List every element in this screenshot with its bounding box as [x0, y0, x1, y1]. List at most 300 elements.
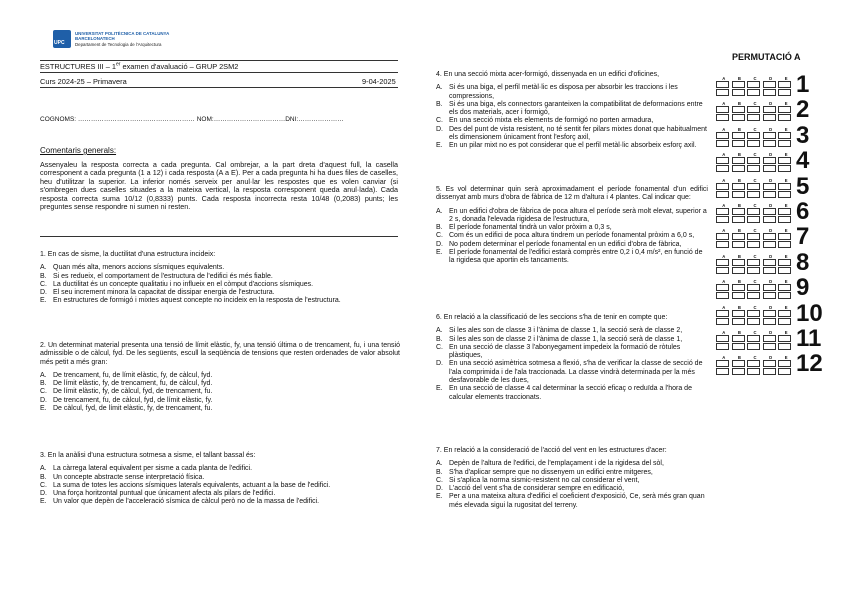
answer-box-A[interactable] [716, 157, 729, 164]
option-letter: B. [436, 224, 443, 232]
answer-box-B[interactable] [732, 233, 745, 240]
answer-letter: B [737, 152, 741, 158]
option [436, 344, 708, 361]
answer-box-A[interactable] [716, 284, 729, 291]
cancel-box-A[interactable] [716, 368, 729, 375]
answer-row-4 [716, 147, 848, 176]
answer-boxes-cancel [716, 216, 794, 223]
answer-boxes-cancel [716, 191, 794, 198]
answer-row-3 [716, 121, 848, 151]
answer-box-C[interactable] [747, 233, 760, 240]
cancel-box-C[interactable] [747, 165, 760, 172]
answer-box-D[interactable] [763, 157, 776, 164]
answer-letter: C [753, 177, 757, 183]
answer-box-D[interactable] [763, 233, 776, 240]
answer-letter: B [737, 330, 741, 335]
exam-date: 9-04-2025 [362, 77, 396, 86]
answer-letter: E [784, 101, 788, 107]
option-text: Si les ales son de classe 2 i l'ànima de classe 1, la secció serà de classe 1, [449, 335, 683, 343]
cancel-box-D[interactable] [763, 241, 776, 248]
answer-box-D[interactable] [763, 183, 776, 190]
option-text: Per a una mateixa altura d'edifici el coeficient d'exposició, Ce, serà més gran quan més elevada sigui la rugositat del terreny. [449, 493, 705, 509]
cancel-box-B[interactable] [732, 191, 745, 198]
answer-boxes-cancel [716, 368, 794, 375]
option [436, 460, 708, 468]
option-text: La suma de totes les accions sísmiques laterals equivalents, actuant a la base de l'edifici. [53, 481, 331, 489]
answer-box-A[interactable] [716, 132, 729, 139]
cancel-box-C[interactable] [747, 343, 760, 350]
cancel-box-A[interactable] [716, 191, 729, 198]
cancel-box-C[interactable] [747, 191, 760, 198]
answer-box-B[interactable] [732, 208, 745, 215]
answer-box-D[interactable] [763, 335, 776, 342]
cancel-box-C[interactable] [747, 292, 760, 299]
answer-box-C[interactable] [747, 106, 760, 113]
option-text: El seu increment minora la capacitat de dissipar energia de l'estructura. [53, 289, 275, 297]
cancel-box-E[interactable] [778, 318, 791, 325]
answer-letter: B [737, 76, 741, 81]
cancel-box-B[interactable] [732, 267, 745, 274]
answer-letter: C [753, 304, 757, 310]
option [436, 126, 708, 143]
option-letter: D. [40, 289, 47, 297]
cancel-box-D[interactable] [763, 368, 776, 375]
answer-row-2 [716, 96, 848, 125]
cancel-box-C[interactable] [747, 114, 760, 121]
answer-letter: D [769, 152, 773, 158]
answer-letter: E [784, 304, 788, 310]
option [436, 232, 708, 240]
cancel-box-D[interactable] [763, 165, 776, 172]
answer-box-C[interactable] [747, 183, 760, 190]
answer-box-B[interactable] [732, 259, 745, 266]
cancel-box-E[interactable] [778, 191, 791, 198]
answer-letter: C [753, 330, 757, 335]
question-6 [436, 314, 708, 402]
answer-box-B[interactable] [732, 335, 745, 342]
cancel-box-E[interactable] [778, 114, 791, 121]
answer-box-E[interactable] [778, 157, 791, 164]
answer-letter: B [737, 355, 741, 361]
answer-letter: E [784, 76, 788, 81]
option-text: Un valor que depèn de l'acceleració sísmica de càlcul però no de la massa de l'edifici. [53, 498, 320, 506]
answer-box-C[interactable] [747, 157, 760, 164]
answer-box-A[interactable] [716, 183, 729, 190]
header-bottom-rule [40, 87, 398, 88]
cancel-box-A[interactable] [716, 89, 729, 96]
option [40, 388, 400, 396]
cancel-box-B[interactable] [732, 114, 745, 121]
option [40, 264, 400, 272]
answer-row-10 [716, 299, 848, 329]
cancel-box-B[interactable] [732, 368, 745, 375]
answer-box-D[interactable] [763, 132, 776, 139]
option-text: No podem determinar el període fonamental en un edifici d'obra de fàbrica, [449, 240, 682, 248]
answer-box-B[interactable] [732, 360, 745, 367]
option-text: Quan més alta, menors accions sísmiques equivalents. [53, 264, 225, 272]
answer-letter: A [722, 330, 726, 335]
student-fields[interactable]: COGNOMS: ……………………………………………… NOM:……………………………DNI:………………… [40, 116, 344, 123]
answer-box-E[interactable] [778, 208, 791, 215]
option-letter: E. [436, 249, 443, 257]
option-letter: D. [436, 125, 443, 133]
answer-row-11 [716, 325, 848, 354]
question-3 [40, 452, 400, 507]
answer-number: 6 [796, 198, 810, 225]
answer-boxes-cancel [716, 292, 794, 299]
answer-boxes-main [716, 183, 794, 190]
option [40, 465, 400, 473]
option-letter: B. [436, 100, 443, 108]
question-text: 3. En la anàlisi d'una estructura sotmesa a sisme, el tallant bassal és: [40, 452, 256, 459]
answer-letter: D [769, 330, 773, 335]
cancel-box-C[interactable] [747, 216, 760, 223]
cancel-box-D[interactable] [763, 89, 776, 96]
answer-letter: E [784, 152, 788, 158]
answer-letter: C [753, 152, 757, 158]
option-letter: C. [436, 343, 443, 351]
option-text: En un edifici d'obra de fàbrica de poca altura el període serà molt elevat, superior a 2 s, donada l'elevada rigidesa de l'estructura, [449, 207, 707, 223]
option [436, 224, 708, 232]
answer-letter: D [769, 126, 773, 132]
cancel-box-E[interactable] [778, 165, 791, 172]
answer-box-D[interactable] [763, 310, 776, 317]
cancel-box-A[interactable] [716, 140, 729, 147]
option-text: Si les ales son de classe 3 i l'ànima de classe 1, la secció serà de classe 2, [449, 327, 683, 335]
option-text: Si és una biga, el perfil metàl·lic es disposa per absorbir les traccions i les compressions, [449, 84, 678, 100]
answer-box-A[interactable] [716, 360, 729, 367]
cancel-box-A[interactable] [716, 114, 729, 121]
comments-rule [40, 236, 398, 237]
answer-boxes-main [716, 233, 794, 240]
option-letter: A. [40, 465, 47, 473]
option-letter: C. [40, 388, 47, 396]
answer-letter: B [737, 203, 741, 208]
option-text: De trencament, fu, de càlcul, fyd, de límit elàstic, fy. [53, 396, 213, 404]
cancel-box-E[interactable] [778, 343, 791, 350]
cancel-box-A[interactable] [716, 343, 729, 350]
answer-box-E[interactable] [778, 259, 791, 266]
answer-letter: B [737, 126, 741, 132]
option [436, 249, 708, 266]
option-letter: A. [40, 264, 47, 272]
cancel-box-E[interactable] [778, 292, 791, 299]
exam-title [40, 62, 238, 71]
option [436, 327, 708, 335]
answer-letter: A [722, 279, 726, 285]
cancel-box-B[interactable] [732, 140, 745, 147]
answer-letter: B [737, 228, 741, 234]
answer-boxes-main [716, 335, 794, 342]
answer-letter: A [722, 177, 726, 183]
answer-box-A[interactable] [716, 233, 729, 240]
answer-box-C[interactable] [747, 81, 760, 88]
answer-box-A[interactable] [716, 208, 729, 215]
answer-letter: C [753, 76, 757, 81]
question-text: 7. En relació a la consideració de l'acció del vent en les estructures d'acer: [436, 447, 667, 454]
answer-boxes-cancel [716, 140, 794, 147]
cancel-box-A[interactable] [716, 292, 729, 299]
answer-letter: C [753, 203, 757, 208]
option-letter: A. [40, 371, 47, 379]
cancel-box-B[interactable] [732, 318, 745, 325]
option [436, 385, 708, 402]
cancel-box-D[interactable] [763, 318, 776, 325]
option [40, 474, 400, 482]
option [436, 469, 708, 477]
option-letter: E. [40, 498, 47, 506]
answer-letter: A [722, 355, 726, 361]
answer-box-D[interactable] [763, 81, 776, 88]
answer-row-6 [716, 198, 848, 227]
answer-letter: E [784, 177, 788, 183]
answer-box-C[interactable] [747, 360, 760, 367]
cancel-box-C[interactable] [747, 89, 760, 96]
option-text: Si és una biga, els connectors garanteixen la compatibilitat de deformacions entre els dos materials, acer i formigó, [449, 100, 703, 117]
answer-letter: E [784, 355, 788, 361]
cancel-box-C[interactable] [747, 368, 760, 375]
answer-number: 3 [796, 121, 810, 149]
answer-box-A[interactable] [716, 335, 729, 342]
answer-box-A[interactable] [716, 106, 729, 113]
option-text: En una secció asimètrica sotmesa a flexió, s'ha de verificar la classe de secció de l'ala comprimida i de l'ala traccionada. La classe vindrà determinada per la més desfavorable de les dues, [449, 360, 703, 385]
answer-number: 10 [796, 299, 823, 327]
logo-mark: UPC [54, 40, 65, 46]
answer-box-B[interactable] [732, 157, 745, 164]
answer-boxes-cancel [716, 267, 794, 274]
answer-letter: A [722, 304, 726, 310]
cancel-box-C[interactable] [747, 318, 760, 325]
option [40, 281, 400, 289]
answer-row-9 [716, 274, 848, 303]
answer-box-C[interactable] [747, 259, 760, 266]
cancel-box-E[interactable] [778, 368, 791, 375]
option-letter: B. [436, 335, 443, 343]
cancel-box-E[interactable] [778, 241, 791, 248]
option [40, 380, 400, 388]
option-letter: C. [436, 232, 443, 240]
option-letter: C. [40, 280, 47, 288]
question-5 [436, 186, 708, 266]
cancel-box-E[interactable] [778, 140, 791, 147]
answer-number: 9 [796, 274, 810, 302]
option [436, 336, 708, 344]
answer-box-B[interactable] [732, 183, 745, 190]
answer-box-A[interactable] [716, 81, 729, 88]
answer-box-E[interactable] [778, 106, 791, 113]
answer-box-B[interactable] [732, 106, 745, 113]
option [40, 372, 400, 380]
option-text: De límit elàstic, fy, de càlcul, fyd, de trencament, fu. [53, 388, 213, 396]
question-text: 1. En cas de sisme, la ductilitat d'una estructura incideix: [40, 251, 216, 258]
answer-box-E[interactable] [778, 183, 791, 190]
comments-body: Assenyaleu la resposta correcta a cada pregunta. Cal ombrejar, a la part dreta d'aquest full, la casella corresponent a cada pregunta (1 a 12) i cada resposta (A a E). Per a cada pregunta hi ha dues files de caselles, heu d'utilitzar la superior. La inferior només serveix per anul·lar les respostes que es volen canviar (si s'ombregen dues caselles situades a la mateixa vertical, la resposta corresponent queda anul·lada). Cada resposta correcta suma 10/12 (0,8333) punts. Cada resposta incorrecta resta 10/48 (0,2083) punts; les preguntes sense respondre ni sumen ni resten. [40, 160, 398, 212]
answer-box-B[interactable] [732, 310, 745, 317]
answer-letter: D [769, 76, 773, 81]
cancel-box-D[interactable] [763, 267, 776, 274]
cancel-box-B[interactable] [732, 89, 745, 96]
answer-box-C[interactable] [747, 132, 760, 139]
option-text: Un concepte abstracte sense interpretació física. [53, 473, 205, 481]
answer-box-B[interactable] [732, 132, 745, 139]
cancel-box-C[interactable] [747, 267, 760, 274]
answer-letter: A [722, 228, 726, 234]
answer-row-7 [716, 223, 848, 252]
answer-letter: C [753, 253, 757, 259]
option [436, 208, 708, 225]
option-letter: D. [40, 396, 47, 404]
answer-boxes-main [716, 81, 794, 88]
exam-title-b: examen d'avaluació – GRUP 2SM2 [120, 62, 239, 71]
cancel-box-C[interactable] [747, 241, 760, 248]
option-letter: E. [436, 385, 443, 393]
cancel-box-A[interactable] [716, 318, 729, 325]
cancel-box-C[interactable] [747, 140, 760, 147]
answer-letter: A [722, 126, 726, 132]
answer-row-1 [716, 71, 848, 100]
exam-title-a: ESTRUCTURES III – 1 [40, 62, 116, 71]
answer-box-E[interactable] [778, 233, 791, 240]
permutation-label: PERMUTACIÓ A [732, 52, 801, 62]
answer-letter: C [753, 126, 757, 132]
option-text: En una secció de classe 4 cal determinar la secció eficaç o reduïda a l'hora de calcular elements traccionats. [449, 385, 692, 401]
option [436, 117, 708, 125]
header-mid-rule [40, 72, 398, 73]
cancel-box-A[interactable] [716, 216, 729, 223]
option [40, 498, 400, 506]
answer-box-A[interactable] [716, 310, 729, 317]
answer-letter: B [737, 304, 741, 310]
answer-number: 12 [796, 350, 823, 378]
answer-box-C[interactable] [747, 208, 760, 215]
question-2 [40, 342, 400, 413]
answer-number: 4 [796, 147, 810, 175]
answer-box-D[interactable] [763, 208, 776, 215]
cancel-box-A[interactable] [716, 241, 729, 248]
cancel-box-D[interactable] [763, 191, 776, 198]
answer-box-C[interactable] [747, 310, 760, 317]
option-letter: D. [40, 490, 47, 498]
option-text: En estructures de formigó i mixtes aquest concepte no incideix en la resposta de l'estructura. [53, 297, 341, 305]
option-letter: D. [436, 360, 443, 368]
answer-boxes-main [716, 310, 794, 317]
answer-row-5 [716, 172, 848, 202]
option-letter: D. [436, 240, 443, 248]
answer-letter: D [769, 177, 773, 183]
answer-letter: C [753, 355, 757, 361]
logo-text [75, 31, 169, 47]
answer-letter: C [753, 228, 757, 234]
cancel-box-D[interactable] [763, 216, 776, 223]
answer-letter: E [784, 330, 788, 335]
answer-letter: C [753, 279, 757, 285]
answer-box-E[interactable] [778, 81, 791, 88]
question-text: 6. En relació a la classificació de les seccions s'ha de tenir en compte que: [436, 314, 668, 321]
cancel-box-A[interactable] [716, 165, 729, 172]
answer-box-C[interactable] [747, 335, 760, 342]
cancel-box-E[interactable] [778, 216, 791, 223]
option-text: S'ha d'aplicar sempre que no dissenyem un edifici entre mitgeres, [449, 468, 653, 476]
cancel-box-B[interactable] [732, 241, 745, 248]
option-letter: A. [436, 207, 443, 215]
header-top-rule [40, 60, 398, 61]
answer-letter: B [737, 279, 741, 285]
option [40, 397, 400, 405]
question-7 [436, 447, 708, 510]
answer-letter: A [722, 253, 726, 259]
logo-line3: Departament de Tecnologia de l'Arquitectura [75, 41, 162, 47]
option-letter: C. [40, 481, 47, 489]
answer-number: 2 [796, 96, 810, 124]
cancel-box-D[interactable] [763, 140, 776, 147]
answer-box-D[interactable] [763, 284, 776, 291]
option [436, 241, 708, 249]
answer-box-E[interactable] [778, 132, 791, 139]
option [436, 101, 708, 118]
option [436, 485, 708, 493]
answer-box-C[interactable] [747, 284, 760, 291]
option-text: Si es redueix, el comportament de l'estructura de l'edifici és més fiable. [53, 272, 273, 280]
answer-letter: B [737, 177, 741, 183]
course-label: Curs 2024-25 – Primavera [40, 77, 127, 86]
cancel-box-E[interactable] [778, 89, 791, 96]
answer-number: 7 [796, 223, 810, 251]
cancel-box-A[interactable] [716, 267, 729, 274]
answer-box-E[interactable] [778, 335, 791, 342]
cancel-box-B[interactable] [732, 165, 745, 172]
option-text: La càrrega lateral equivalent per sisme a cada planta de l'edifici. [53, 465, 253, 473]
option-text: Com és un edifici de poca altura tindrem un període fonamental pròxim a 6,0 s, [449, 232, 695, 240]
answer-box-D[interactable] [763, 360, 776, 367]
answer-letter: D [769, 253, 773, 259]
option-text: El període fonamental tindrà un valor pròxim a 0,3 s, [449, 224, 612, 232]
cancel-box-D[interactable] [763, 343, 776, 350]
answer-box-A[interactable] [716, 259, 729, 266]
answer-box-B[interactable] [732, 284, 745, 291]
option [40, 490, 400, 498]
cancel-box-E[interactable] [778, 267, 791, 274]
answer-boxes-cancel [716, 114, 794, 121]
answer-box-D[interactable] [763, 106, 776, 113]
comments-heading: Comentaris generals: [40, 146, 117, 155]
answer-boxes-main [716, 360, 794, 367]
option-letter: E. [436, 493, 443, 501]
answer-box-E[interactable] [778, 284, 791, 291]
answer-letter: A [722, 76, 726, 81]
answer-box-E[interactable] [778, 360, 791, 367]
answer-letter: A [722, 101, 726, 107]
question-text: 4. En una secció mixta acer-formigó, dissenyada en un edifici d'oficines, [436, 71, 660, 78]
answer-row-12 [716, 350, 848, 379]
answer-boxes-cancel [716, 165, 794, 172]
cancel-box-D[interactable] [763, 114, 776, 121]
cancel-box-B[interactable] [732, 216, 745, 223]
option-letter: C. [436, 476, 443, 484]
option-letter: A. [436, 84, 443, 92]
answer-letter: C [753, 101, 757, 107]
answer-box-B[interactable] [732, 81, 745, 88]
cancel-box-D[interactable] [763, 292, 776, 299]
option-text: En un pilar mixt no es pot considerar que el perfil metàl·lic absorbeix esforç axil. [449, 142, 697, 150]
question-text: 2. Un determinat material presenta una tensió de límit elàstic, fy, una tensió última o de trencament, fu, i una tensió admissible o de càlcul, fyd. De les següents, escull la seqüència de tensions que resten ordenades de valor absolut més petit a més gran: [40, 342, 400, 366]
cancel-box-B[interactable] [732, 343, 745, 350]
answer-letter: A [722, 152, 726, 158]
answer-boxes-cancel [716, 241, 794, 248]
answer-letter: E [784, 203, 788, 208]
answer-box-E[interactable] [778, 310, 791, 317]
answer-box-D[interactable] [763, 259, 776, 266]
cancel-box-B[interactable] [732, 292, 745, 299]
